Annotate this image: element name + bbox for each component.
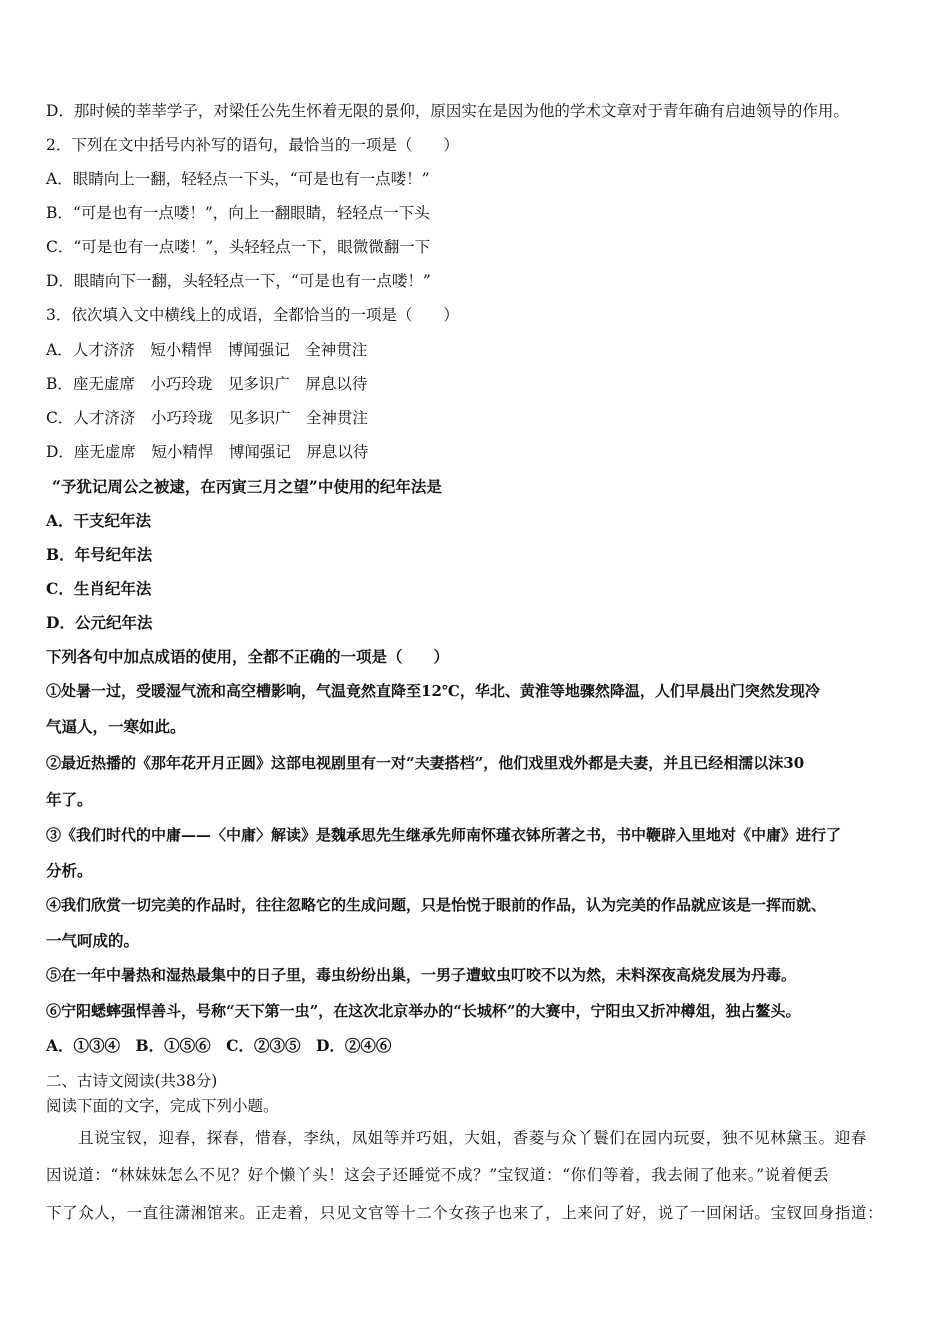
q2-stem: 2．下列在文中括号内补写的语句，最恰当的一项是（ ） bbox=[46, 136, 459, 154]
q4-stem: “予犹记周公之被逮，在丙寅三月之望”中使用的纪年法是 bbox=[52, 477, 442, 496]
q2-option-b: B．“可是也有一点喽！”，向上一翻眼睛，轻轻点一下头 bbox=[46, 204, 430, 222]
q5-sentence-2-cont: 年了。 bbox=[46, 790, 93, 809]
q5-sentence-5: ⑤在一年中暑热和湿热最集中的日子里，毒虫纷纷出巢，一男子遭蚊虫叮咬不以为然，未料深夜高烧发展为丹毒。 bbox=[46, 966, 797, 984]
q3-option-a: A．人才济济 短小精悍 博闻强记 全神贯注 bbox=[46, 341, 368, 359]
q4-option-a: A．干支纪年法 bbox=[46, 511, 152, 530]
passage-line-3: 下了众人，一直往潇湘馆来。正走着，只见文官等十二个女孩子也来了，上来问了好，说了一回闲话。宝钗回身指道： bbox=[46, 1204, 884, 1222]
q5-sentence-2: ②最近热播的《那年花开月正圆》这部电视剧里有一对“夫妻搭档”，他们戏里戏外都是夫妻，并且已经相濡以沫30 bbox=[46, 754, 805, 772]
q5-sentence-3: ③《我们时代的中庸——〈中庸〉解读》是魏承思先生继承先师南怀瑾衣钵所著之书，书中鞭辟入里地对《中庸》进行了 bbox=[46, 826, 842, 844]
q2-option-d: D．眼睛向下一翻，头轻轻点一下，“可是也有一点喽！” bbox=[46, 272, 431, 290]
q5-options: A．①③④ B．①⑤⑥ C．②③⑤ D．②④⑥ bbox=[46, 1036, 392, 1055]
q5-stem: 下列各句中加点成语的使用，全都不正确的一项是（ ） bbox=[46, 647, 450, 666]
q5-sentence-4-cont: 一气呵成的。 bbox=[46, 931, 140, 950]
passage-line-2: 因说道：“林妹妹怎么不见？好个懒丫头！这会子还睡觉不成？”宝钗道：“你们等着，我去闹了他来。”说着便丢 bbox=[46, 1166, 830, 1184]
q5-sentence-1-cont: 气逼人，一寒如此。 bbox=[46, 717, 186, 736]
q5-sentence-6: ⑥宁阳蟋蟀强悍善斗，号称“天下第一虫”，在这次北京举办的“长城杯”的大赛中，宁阳虫又折冲樽俎，独占鳌头。 bbox=[46, 1002, 801, 1020]
q4-option-d: D．公元纪年法 bbox=[46, 613, 153, 632]
q5-sentence-3-cont: 分析。 bbox=[46, 861, 93, 880]
q2-option-c: C．“可是也有一点喽！”，头轻轻点一下，眼微微翻一下 bbox=[46, 238, 431, 256]
q4-option-b: B．年号纪年法 bbox=[46, 545, 153, 564]
q3-option-c: C．人才济济 小巧玲珑 见多识广 全神贯注 bbox=[46, 409, 368, 427]
passage-line-1: 且说宝钗，迎春，探春，惜春，李纨，凤姐等并巧姐，大姐，香菱与众丫鬟们在园内玩耍，独不见林黛玉。迎春 bbox=[78, 1129, 867, 1147]
q4-option-c: C．生肖纪年法 bbox=[46, 579, 152, 598]
section-heading: 二、古诗文阅读(共38分) bbox=[46, 1072, 218, 1090]
q1-option-d: D．那时候的莘莘学子，对梁任公先生怀着无限的景仰，原因实在是因为他的学术文章对于青年确有启迪领导的作用。 bbox=[46, 102, 849, 120]
q3-stem: 3．依次填入文中横线上的成语，全都恰当的一项是（ ） bbox=[46, 306, 459, 324]
q2-option-a: A．眼睛向上一翻，轻轻点一下头，“可是也有一点喽！” bbox=[46, 170, 430, 188]
q3-option-d: D．座无虚席 短小精悍 博闻强记 屏息以待 bbox=[46, 443, 369, 461]
q5-sentence-4: ④我们欣赏一切完美的作品时，往往忽略它的生成问题，只是怡悦于眼前的作品，认为完美的作品就应该是一挥而就、 bbox=[46, 896, 827, 914]
section-instruction: 阅读下面的文字，完成下列小题。 bbox=[46, 1097, 279, 1115]
q5-sentence-1: ①处暑一过，受暖湿气流和高空槽影响，气温竟然直降至12℃，华北、黄淮等地骤然降温，人们早晨出门突然发现冷 bbox=[46, 682, 820, 700]
q3-option-b: B．座无虚席 小巧玲珑 见多识广 屏息以待 bbox=[46, 375, 368, 393]
